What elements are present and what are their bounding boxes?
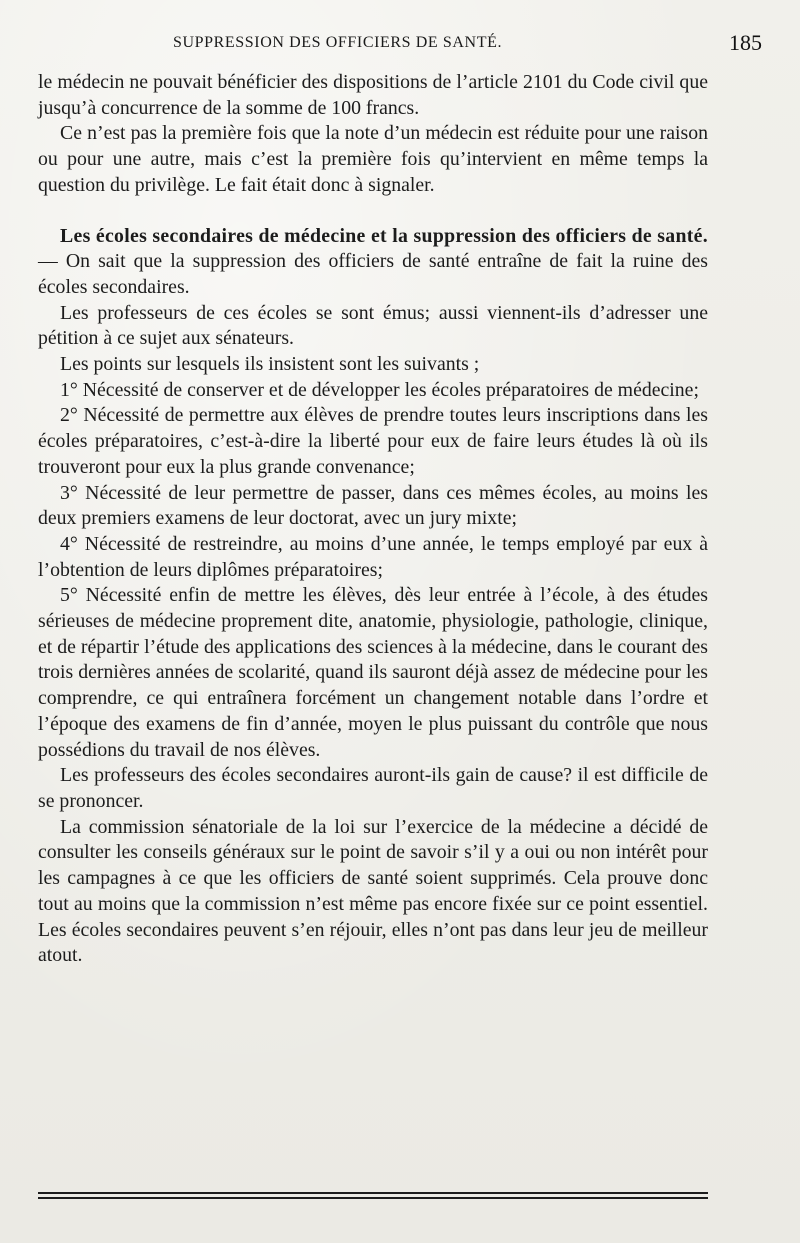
list-item-point-1: 1° Nécessité de conserver et de développer les écoles préparatoires de médecine; <box>60 378 699 401</box>
body-text <box>38 70 708 969</box>
list-item-point-4: 4° Nécessité de restreindre, au moins d’une année, le temps employé par eux à l’obtention de leurs diplômes préparatoires; <box>38 532 708 581</box>
paragraph-continuation: le médecin ne pouvait bénéficier des dispositions de l’article 2101 du Code civil que jusqu’à concurrence de la somme de 100 francs. <box>38 71 708 119</box>
page-header <box>38 30 762 60</box>
paragraph-question: Les professeurs des écoles secondaires auront-ils gain de cause? il est difficile de se prononcer. <box>38 764 708 812</box>
page-number: 185 <box>729 30 762 55</box>
list-item-point-5: 5° Nécessité enfin de mettre les élèves, dès leur entrée à l’école, à des études sérieuses de médecine proprement dite, anatomie, physiologie, pathologie, clinique, et de répartir l’étude des applications des sciences à la médecine, dans le courant des trois dernières années de scolarité, quand ils sauront déjà assez de médecine pour les comprendre, ce qui entraînera forcément un changement notable dans l’ordre et l’époque des examens de fin d’année, moyen le plus puissant du contrôle que nous possédions du travail de nos élèves. <box>38 584 708 761</box>
paragraph-commission: La commission sénatoriale de la loi sur l’exercice de la médecine a décidé de consulter les conseils généraux sur le point de savoir s’il y a oui ou non intérêt pour les campagnes à ce que les officiers de santé soient supprimés. Cela prouve donc tout au moins que la commission n’est même pas encore fixée sur ce point essentiel. Les écoles secondaires peuvent s’en réjouir, elles n’ont pas dans leur jeu de meilleur atout. <box>38 815 708 967</box>
paragraph-privilege: Ce n’est pas la première fois que la note d’un médecin est réduite pour une raison ou pour une autre, mais c’est la première fois qu’intervient en même temps la question du privilège. Le fait était donc à signaler. <box>38 122 708 196</box>
paragraph-section-intro <box>38 224 708 301</box>
closing-double-rule <box>38 1192 708 1200</box>
rule-line-top <box>38 1192 708 1194</box>
paragraph-petition: Les professeurs de ces écoles se sont émus; aussi viennent-ils d’adresser une pétition à ce sujet aux sénateurs. <box>38 301 708 350</box>
rule-line-bottom <box>38 1197 708 1199</box>
section-title: Les écoles secondaires de médecine et la suppression des officiers de santé. <box>60 224 708 247</box>
list-item-point-2: 2° Nécessité de permettre aux élèves de prendre toutes leurs inscriptions dans les écoles préparatoires, c’est-à-dire la liberté pour eux de faire leurs études là où ils trouveront pour eux la plus grande convenance; <box>38 404 708 478</box>
paragraph-points-intro: Les points sur lesquels ils insistent sont les suivants ; <box>60 353 480 376</box>
section-intro-text: — On sait que la suppression des officiers de santé entraîne de fait la ruine des écoles secondaires. <box>38 250 708 298</box>
running-title: SUPPRESSION DES OFFICIERS DE SANTÉ. <box>173 34 503 51</box>
list-item-point-3: 3° Nécessité de leur permettre de passer, dans ces mêmes écoles, au moins les deux premiers examens de leur doctorat, avec un jury mixte; <box>38 481 708 530</box>
